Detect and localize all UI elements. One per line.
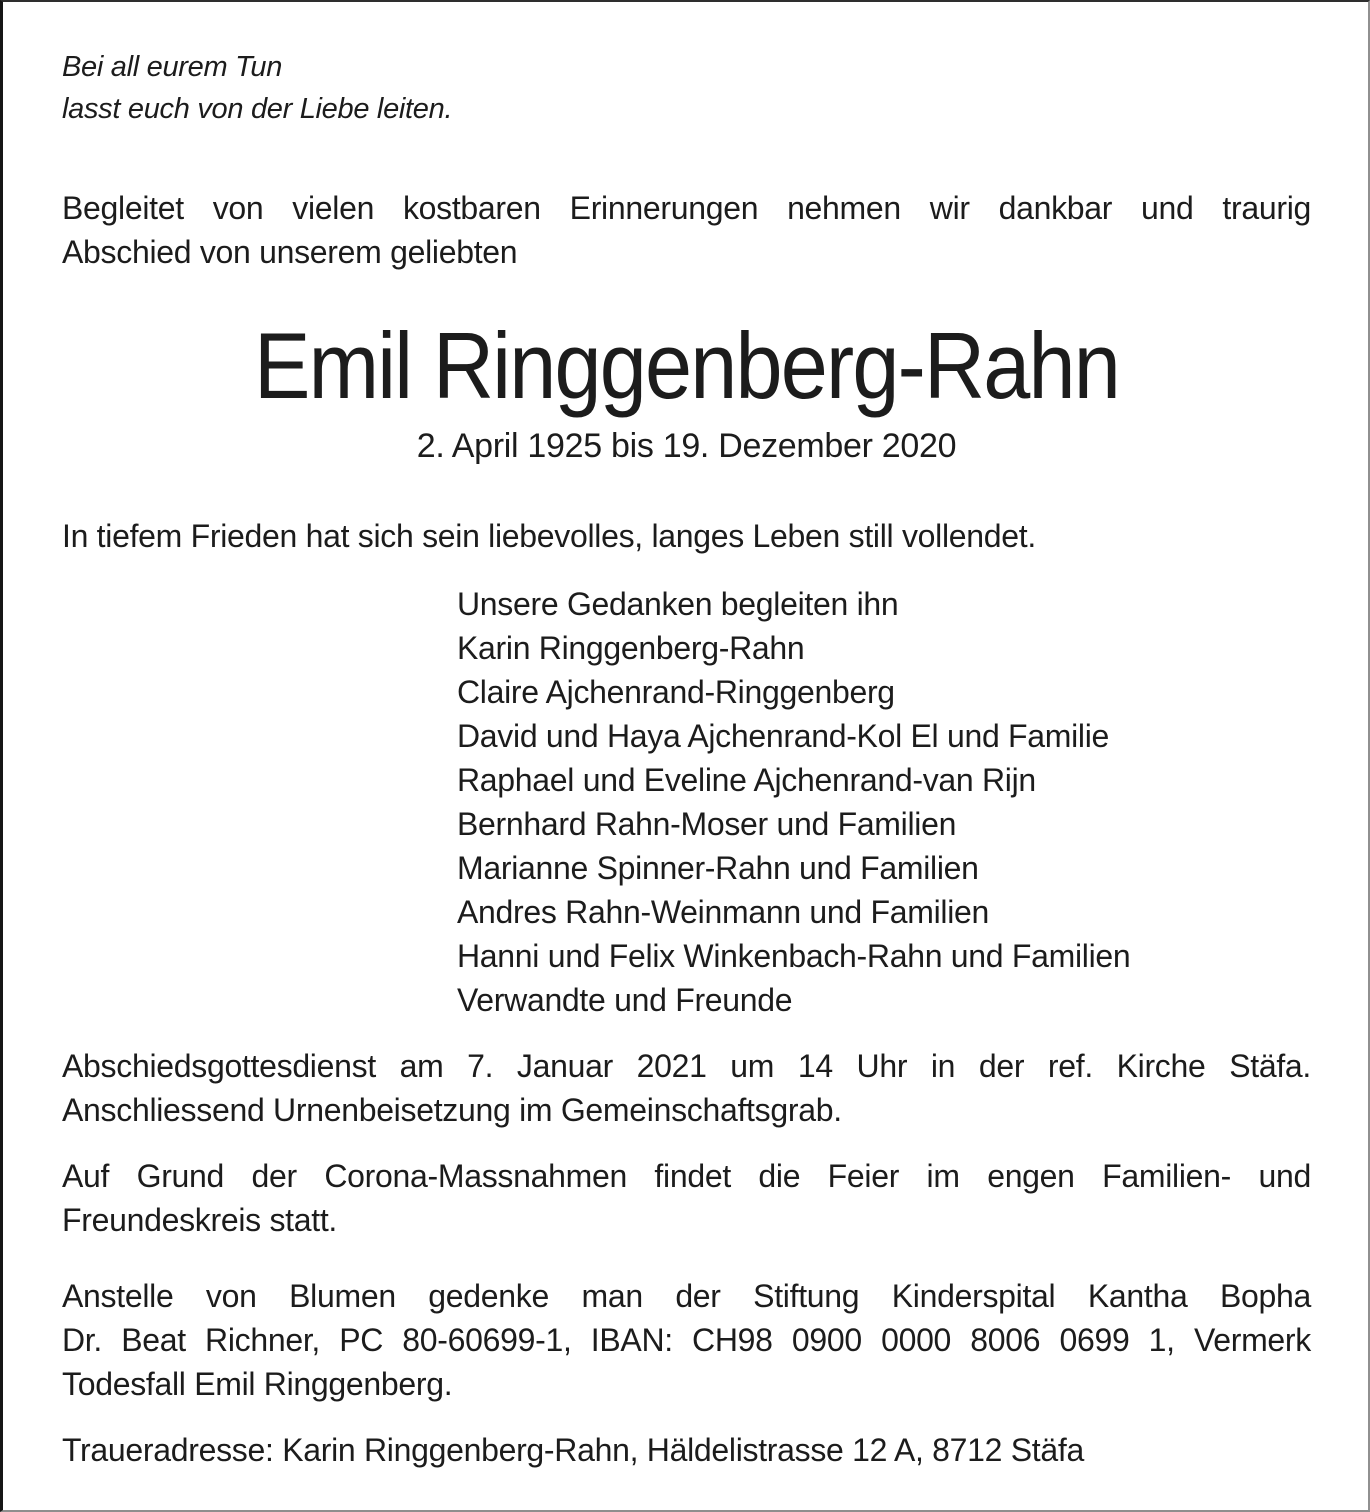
- corona-paragraph: [62, 1154, 1311, 1242]
- corona-line-2: Freundeskreis statt.: [62, 1202, 338, 1238]
- donation-line-1: Anstelle von Blumen gedenke man der Stiftung Kinderspital Kantha Bopha: [62, 1278, 1311, 1314]
- deceased-name: Emil Ringgenberg-Rahn: [253, 313, 1120, 418]
- mourner-name: Hanni und Felix Winkenbach-Rahn und Familien: [457, 938, 1131, 974]
- mourner-name: David und Haya Ajchenrand-Kol El und Familie: [457, 718, 1110, 754]
- corona-line-1: Auf Grund der Corona-Massnahmen findet die Feier im engen Familien- und: [62, 1158, 1311, 1194]
- mourning-address: Traueradresse: Karin Ringgenberg-Rahn, Häldelistrasse 12 A, 8712 Stäfa: [62, 1432, 1084, 1468]
- donation-line-3: Todesfall Emil Ringgenberg.: [62, 1366, 453, 1402]
- mourner-name: Claire Ajchenrand-Ringgenberg: [457, 674, 895, 710]
- intro-line-1: Begleitet von vielen kostbaren Erinnerungen nehmen wir dankbar und traurig: [62, 190, 1311, 226]
- mourner-name: Raphael und Eveline Ajchenrand-van Rijn: [457, 762, 1036, 798]
- intro-paragraph: [62, 186, 1311, 274]
- donation-paragraph: [62, 1274, 1311, 1406]
- peace-line: In tiefem Frieden hat sich sein liebevolles, langes Leben still vollendet.: [62, 518, 1036, 554]
- donation-line-2: Dr. Beat Richner, PC 80-60699-1, IBAN: CH98 0900 0000 8006 0699 1, Vermerk: [62, 1322, 1311, 1358]
- service-line-2: Anschliessend Urnenbeisetzung im Gemeinschaftsgrab.: [62, 1092, 842, 1128]
- intro-line-2: Abschied von unserem geliebten: [62, 234, 518, 270]
- mourner-name: Bernhard Rahn-Moser und Familien: [457, 806, 957, 842]
- epigraph-line-2: lasst euch von der Liebe leiten.: [62, 93, 453, 125]
- mourner-name: Andres Rahn-Weinmann und Familien: [457, 894, 990, 930]
- mourner-name: Verwandte und Freunde: [457, 982, 793, 1018]
- mourner-name: Marianne Spinner-Rahn und Familien: [457, 850, 979, 886]
- mourners-lead: Unsere Gedanken begleiten ihn: [457, 586, 899, 622]
- service-paragraph: [62, 1044, 1311, 1132]
- service-line-1: Abschiedsgottesdienst am 7. Januar 2021 um 14 Uhr in der ref. Kirche Stäfa.: [62, 1048, 1311, 1084]
- epigraph: [62, 46, 1311, 130]
- mourner-name: Karin Ringgenberg-Rahn: [457, 630, 805, 666]
- epigraph-line-1: Bei all eurem Tun: [62, 51, 283, 83]
- life-dates: 2. April 1925 bis 19. Dezember 2020: [416, 427, 957, 465]
- mourners-list: [457, 582, 1311, 1022]
